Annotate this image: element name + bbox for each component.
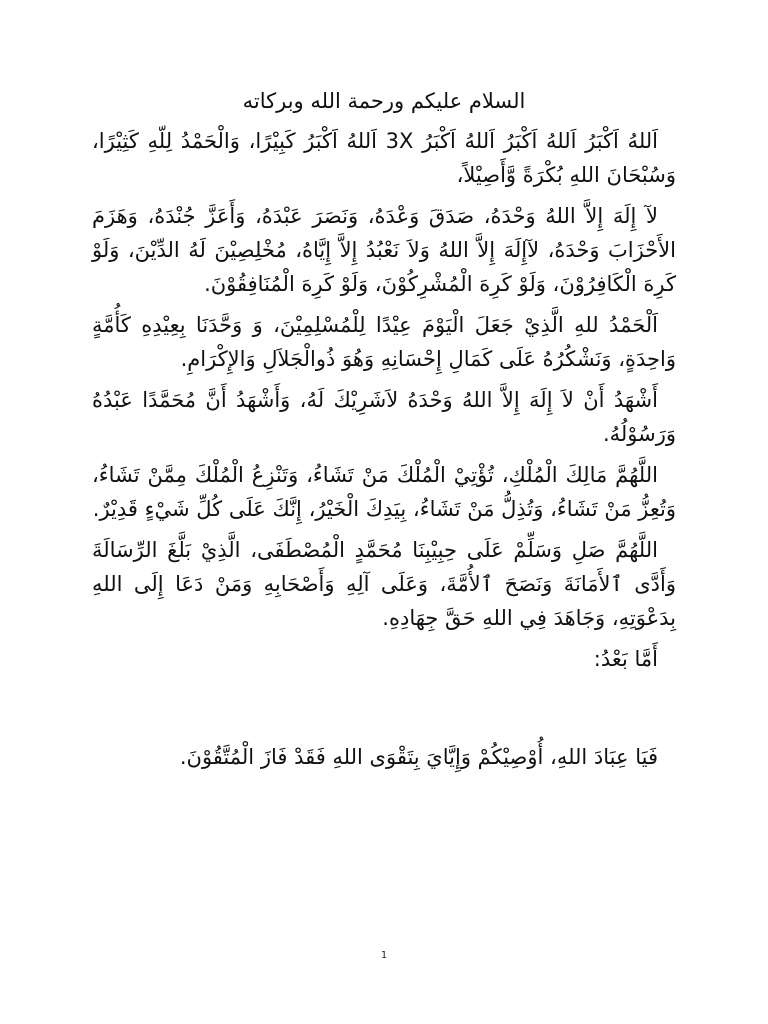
amma-bad-line: أَمَّا بَعْدُ: [593,647,658,671]
takbir-paragraph: اَللهُ اَكْبَرُ اَللهُ اَكْبَرُ اَللهُ اَكْبَرُ 3X اَللهُ اَكْبَرُ كَبِيْرًا، وَالْحَمْدُ لِلّهِ كَثِيْرًا، وَسُبْحَانَ اللهِ بُكْرَةً وَّأَصِيْلاً، [92,129,676,187]
dua-malik-paragraph: اللَّهُمَّ مَالِكَ الْمُلْكِ، تُؤْتِيْ الْمُلْكَ مَنْ تَشَاءُ، وَتَنْزِعُ الْمُلْكَ مِمَّنْ تَشَاءُ، وَتُعِزُّ مَنْ تَشَاءُ، وَتُذِلُّ مَنْ تَشَاءُ، بِيَدِكَ الْخَيْرُ، إِنَّكَ عَلَى كُلِّ شَيْءٍ قَدِيْرٌ. [92,463,676,521]
page-number: 1 [380,950,388,961]
shahadah-paragraph: أَشْهَدُ أَنْ لاَ إِلَهَ إِلاَّ اللهُ وَحْدَهُ لاَشَرِيْكَ لَهُ، وَأَشْهَدُ أَنَّ مُحَمَّدًا عَبْدُهُ وَرَسُوْلُهُ. [92,388,676,446]
hamdalah-paragraph: اَلْحَمْدُ للهِ الَّذِيْ جَعَلَ الْيَوْمَ عِيْدًا لِلْمُسْلِمِيْنَ، وَ وَحَّدَنَا بِعِيْدِهِ كَأُمَّةٍ وَاحِدَةٍ، وَنَشْكُرُهُ عَلَى كَمَالِ إِحْسَانِهِ وَهُوَ ذُوالْجَلاَلِ وَالإِكْرَامِ. [92,313,676,371]
salawat-paragraph: اللَّهُمَّ صَلِ وَسَلِّمْ عَلَى حِبِيْبِنَا مُحَمَّدٍ الْمُصْطَفَى، الَّذِيْ بَلَّغَ الرِّسَالَةَ وَأَدَّى ٱلأَمَانَةَ وَنَصَحَ ٱلأُمَّةَ، وَعَلَى آلِهِ وَأَصْحَابِهِ وَمَنْ دَعَا إِلَى اللهِ بِدَعْوَتِهِ، وَجَاهَدَ فِي اللهِ حَقَّ جِهَادِهِ. [92,538,676,630]
document-body [92,84,676,781]
paragraph-spacer [92,676,676,740]
greeting-heading: السلام عليكم ورحمة الله وبركاته [242,89,526,113]
taqwa-paragraph: فَيَا عِبَادَ اللهِ، أُوْصِيْكُمْ وَإِيَّايَ بِتَقْوَى اللهِ فَقَدْ فَازَ الْمُتَّقُوْنَ. [179,745,658,769]
tahlil-paragraph: لآ إِلَهَ إِلاَّ اللهُ وَحْدَهُ، صَدَقَ وَعْدَهُ، وَنَصَرَ عَبْدَهُ، وَأَعَزَّ جُنْدَهُ، وَهَزَمَ الأَحْزَابَ وَحْدَهُ، لآإِلَهَ إِلاَّ اللهُ وَلاَ نَعْبُدُ إِلاَّ إِيَّاهُ، مُخْلِصِيْنَ لَهُ الدِّيْنَ، وَلَوْ كَرِهَ الْكَافِرُوْنَ، وَلَوْ كَرِهَ الْمُشْرِكُوْنَ، وَلَوْ كَرِهَ الْمُنَافِقُوْنَ. [92,204,676,296]
